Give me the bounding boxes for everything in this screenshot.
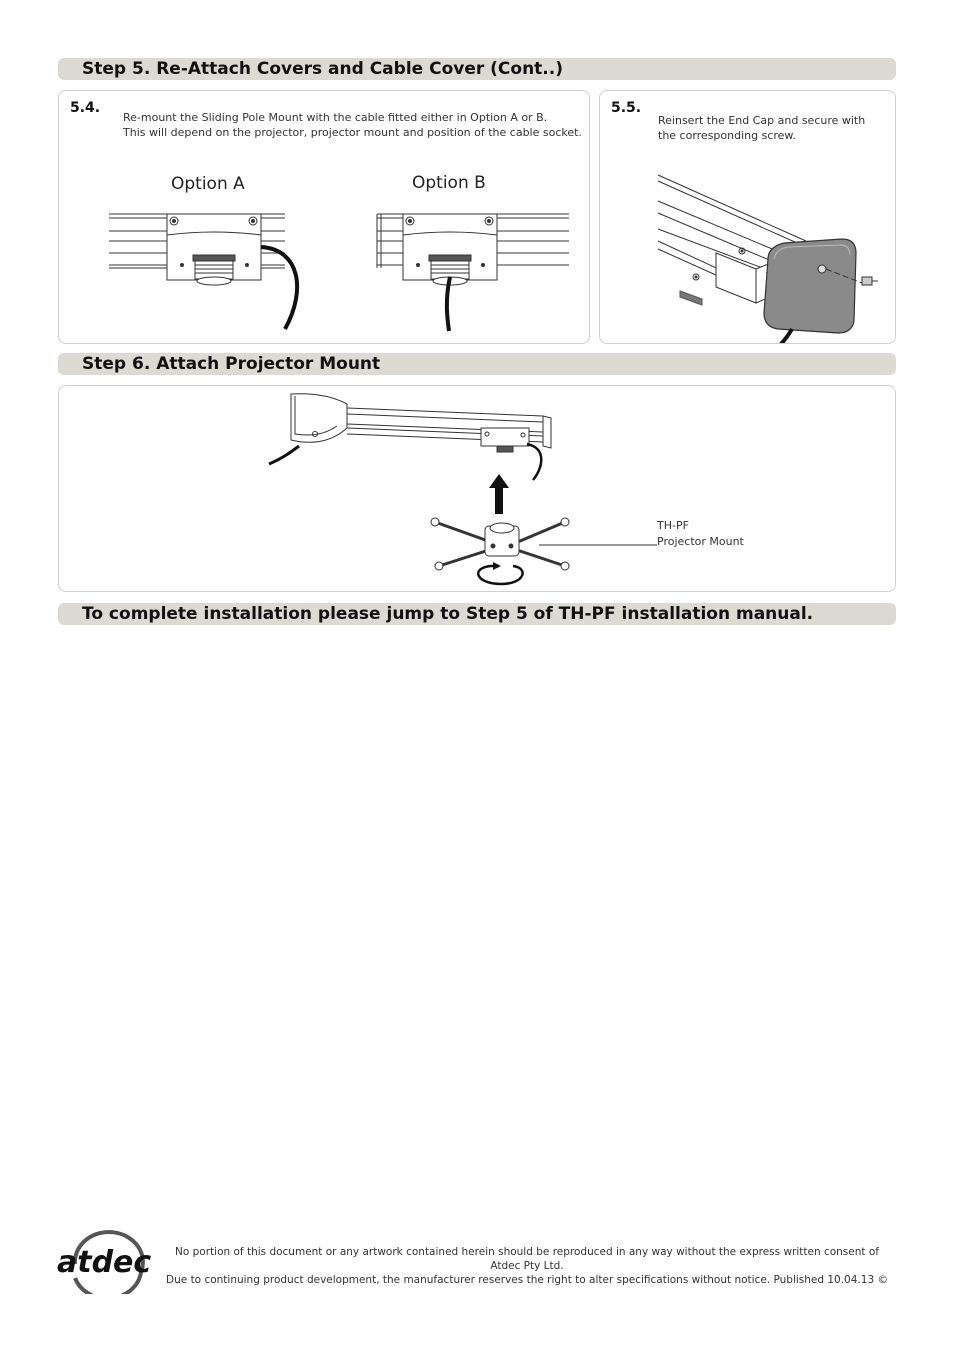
step-5-4-instruction-line1: Re-mount the Sliding Pole Mount with the cable fitted either in Option A or B. bbox=[123, 111, 548, 124]
footer-line1: No portion of this document or any artwork contained herein should be reproduced in any way without the express written consent of Atdec Pty Ltd. bbox=[175, 1246, 879, 1272]
callout-line bbox=[539, 542, 657, 548]
pole-assembly-illustration bbox=[265, 388, 565, 488]
up-arrow-icon bbox=[487, 474, 511, 514]
step-5-4-number: 5.4. bbox=[70, 100, 101, 116]
option-b-label: Option B bbox=[412, 173, 486, 193]
final-instruction-banner: To complete installation please jump to Step 5 of TH-PF installation manual. bbox=[58, 603, 896, 625]
atdec-logo bbox=[55, 1224, 159, 1294]
footer-text bbox=[160, 1245, 894, 1287]
projector-mount-illustration bbox=[429, 514, 579, 588]
step-6-panel bbox=[58, 385, 896, 592]
step6-banner: Step 6. Attach Projector Mount bbox=[58, 353, 896, 375]
callout-th-pf: TH-PF bbox=[657, 519, 689, 532]
step-5-5-panel bbox=[599, 90, 896, 344]
logo-text: atdec bbox=[57, 1245, 152, 1280]
step-5-5-number: 5.5. bbox=[611, 100, 642, 116]
step-5-4-instruction-line2: This will depend on the projector, projector mount and position of the cable socket. bbox=[123, 126, 582, 139]
callout-projector-mount: Projector Mount bbox=[657, 535, 744, 548]
step-5-5-instruction-line1: Reinsert the End Cap and secure with bbox=[658, 114, 866, 127]
option-b-illustration bbox=[375, 209, 575, 334]
step-5-5-instruction-line2: the corresponding screw. bbox=[658, 129, 796, 142]
option-a-label: Option A bbox=[171, 174, 245, 194]
option-a-illustration bbox=[107, 209, 307, 334]
end-cap-illustration bbox=[656, 173, 892, 343]
step5-banner: Step 5. Re-Attach Covers and Cable Cover (Cont..) bbox=[58, 58, 896, 80]
footer-line2: Due to continuing product development, the manufacturer reserves the right to alter specifications without notice. Published 10.04.13 © bbox=[166, 1274, 888, 1286]
step-5-4-panel bbox=[58, 90, 590, 344]
